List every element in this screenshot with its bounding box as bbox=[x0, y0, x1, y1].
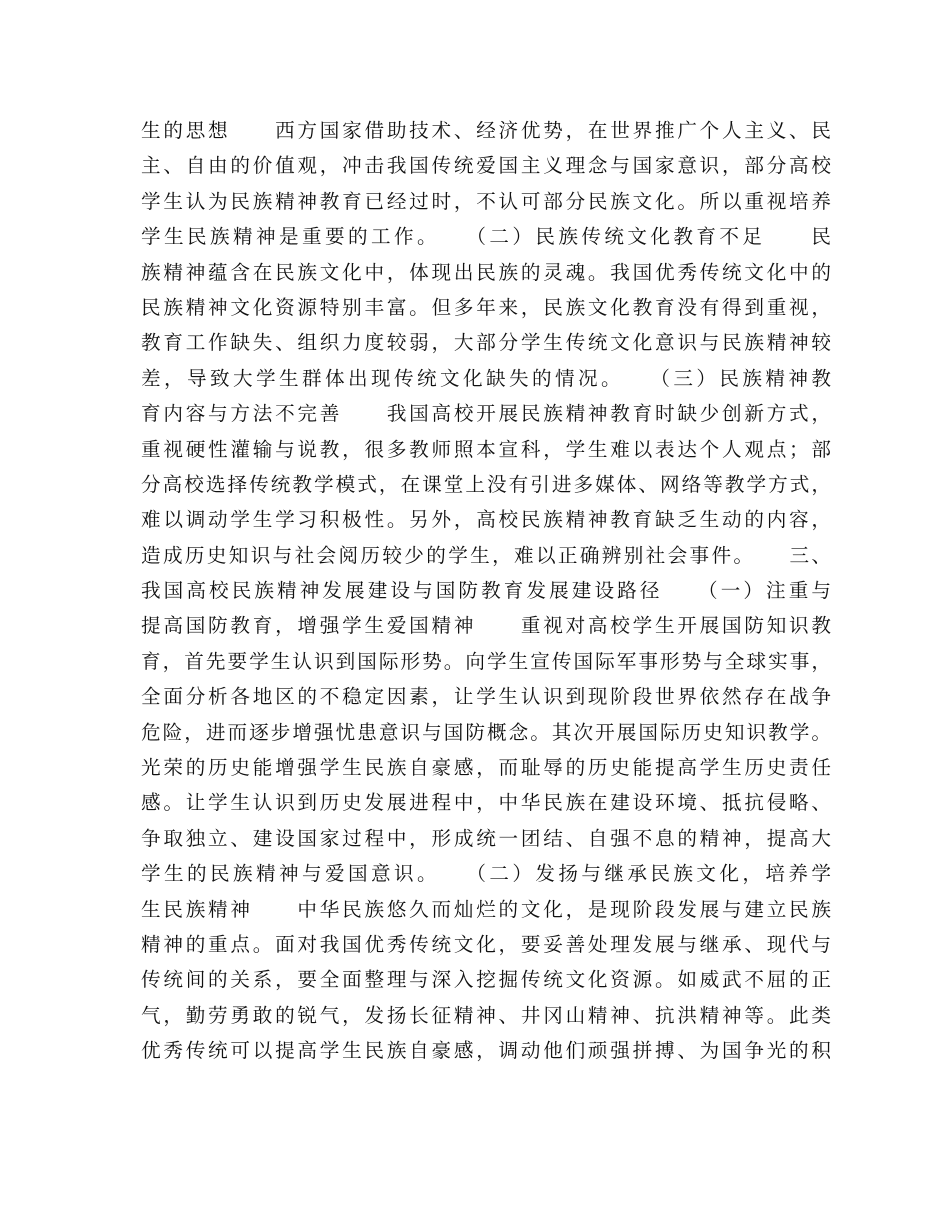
text-line: 教育工作缺失、组织力度较弱，大部分学生传统文化意识与民族精神较 bbox=[141, 331, 831, 355]
text-line: 提高国防教育，增强学生爱国精神 重视对高校学生开展国防知识教 bbox=[141, 614, 831, 638]
text-line: 传统间的关系，要全面整理与深入挖掘传统文化资源。如威武不屈的正 bbox=[141, 968, 831, 992]
text-line: 我国高校民族精神发展建设与国防教育发展建设路径 （一）注重与 bbox=[141, 579, 831, 603]
text-line: 分高校选择传统教学模式，在课堂上没有引进多媒体、网络等教学方式， bbox=[141, 472, 831, 496]
text-line: 学生民族精神是重要的工作。 （二）民族传统文化教育不足 民 bbox=[141, 225, 831, 249]
text-line: 学生认为民族精神教育已经过时，不认可部分民族文化。所以重视培养 bbox=[141, 189, 831, 213]
text-line: 生民族精神 中华民族悠久而灿烂的文化，是现阶段发展与建立民族 bbox=[141, 897, 831, 921]
text-line: 感。让学生认识到历史发展进程中，中华民族在建设环境、抵抗侵略、 bbox=[141, 791, 831, 815]
text-line: 精神的重点。面对我国优秀传统文化，要妥善处理发展与继承、现代与 bbox=[141, 932, 831, 956]
text-line: 学生的民族精神与爱国意识。 （二）发扬与继承民族文化，培养学 bbox=[141, 862, 831, 886]
body-text bbox=[141, 113, 831, 1069]
text-line: 重视硬性灌输与说教，很多教师照本宣科，学生难以表达个人观点；部 bbox=[141, 437, 831, 461]
text-line: 生的思想 西方国家借助技术、经济优势，在世界推广个人主义、民 bbox=[141, 119, 831, 142]
text-line: 难以调动学生学习积极性。另外，高校民族精神教育缺乏生动的内容， bbox=[141, 508, 831, 532]
text-line: 光荣的历史能增强学生民族自豪感，而耻辱的历史能提高学生历史责任 bbox=[141, 756, 831, 780]
text-line: 差，导致大学生群体出现传统文化缺失的情况。 （三）民族精神教 bbox=[141, 366, 831, 390]
text-line: 族精神蕴含在民族文化中，体现出民族的灵魂。我国优秀传统文化中的 bbox=[141, 260, 831, 284]
text-line: 民族精神文化资源特别丰富。但多年来，民族文化教育没有得到重视， bbox=[141, 295, 831, 319]
text-line: 造成历史知识与社会阅历较少的学生，难以正确辨别社会事件。 三、 bbox=[141, 543, 831, 567]
text-line: 育内容与方法不完善 我国高校开展民族精神教育时缺少创新方式， bbox=[141, 402, 831, 426]
text-line: 优秀传统可以提高学生民族自豪感，调动他们顽强拼搏、为国争光的积 bbox=[141, 1039, 831, 1063]
text-line: 全面分析各地区的不稳定因素，让学生认识到现阶段世界依然存在战争 bbox=[141, 685, 831, 709]
text-line: 气，勤劳勇敢的锐气，发扬长征精神、井冈山精神、抗洪精神等。此类 bbox=[141, 1003, 831, 1027]
text-line: 争取独立、建设国家过程中，形成统一团结、自强不息的精神，提高大 bbox=[141, 826, 831, 850]
text-line: 危险，进而逐步增强忧患意识与国防概念。其次开展国际历史知识教学。 bbox=[141, 720, 831, 744]
text-line: 主、自由的价值观，冲击我国传统爱国主义理念与国家意识，部分高校 bbox=[141, 154, 831, 178]
text-line: 育，首先要学生认识到国际形势。向学生宣传国际军事形势与全球实事， bbox=[141, 649, 831, 673]
